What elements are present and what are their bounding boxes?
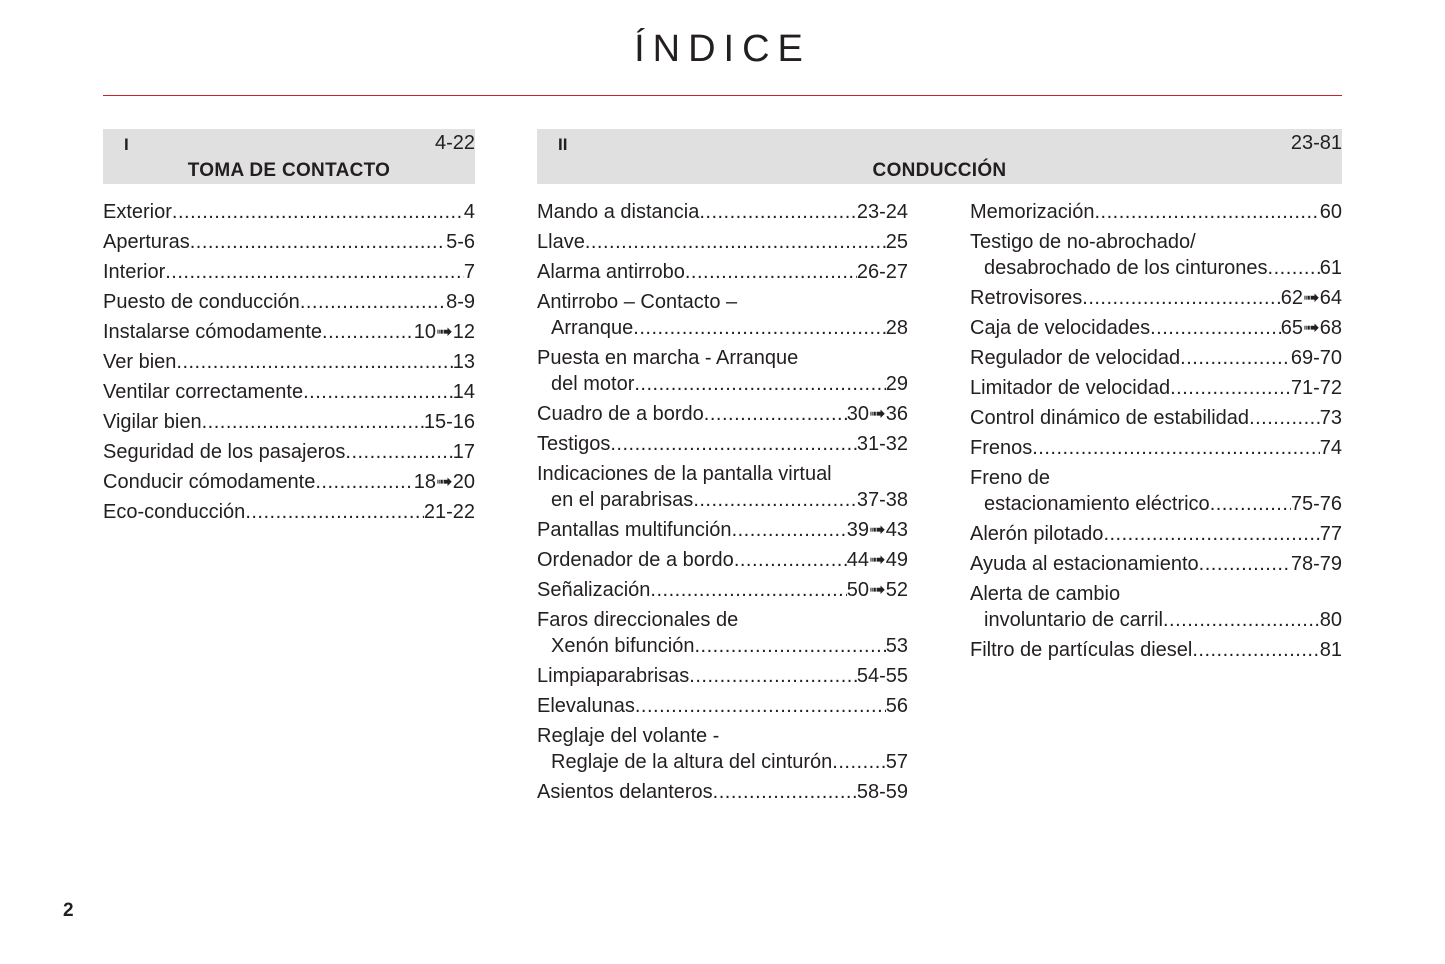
toc-entry-label: Ventilar correctamente	[103, 381, 304, 403]
dot-leader	[1210, 491, 1291, 517]
toc-entry-page: 65➟68	[1280, 317, 1342, 339]
toc-entry-page: 56	[885, 695, 908, 717]
dot-leader	[689, 663, 857, 689]
page-number: 2	[63, 900, 74, 921]
toc-entry-label: Elevalunas	[537, 695, 635, 717]
dot-leader	[165, 259, 464, 285]
toc-entry-label: Ordenador de a bordo	[537, 549, 734, 571]
toc-entry-page: 44➟49	[846, 549, 908, 571]
toc-entry[interactable]	[537, 547, 908, 573]
toc-entry[interactable]	[970, 315, 1342, 341]
toc-entry-page: 13	[452, 351, 475, 373]
toc-entry-label: Llave	[537, 231, 585, 253]
toc-entry-page: 61	[1319, 257, 1342, 279]
toc-entry-page: 21-22	[423, 501, 475, 523]
toc-entry-page: 17	[452, 441, 475, 463]
section-header-1	[103, 129, 475, 184]
toc-entry-page: 69-70	[1290, 347, 1342, 369]
dot-leader	[1150, 315, 1281, 341]
dot-leader	[734, 547, 847, 573]
dot-leader	[322, 319, 414, 345]
toc-entry-page: 39➟43	[846, 519, 908, 541]
toc-entry[interactable]	[970, 345, 1342, 371]
toc-entry-page: 10➟12	[413, 321, 475, 343]
toc-entry-label: Faros direccionales de	[537, 609, 739, 631]
toc-entry-label: Conducir cómodamente	[103, 471, 316, 493]
toc-entry[interactable]	[537, 607, 908, 659]
toc-entry-label: Testigo de no-abrochado/	[970, 231, 1196, 253]
toc-entry[interactable]	[970, 637, 1342, 663]
dot-leader	[694, 633, 885, 659]
toc-entry[interactable]	[537, 461, 908, 513]
toc-entry[interactable]	[537, 401, 908, 427]
dot-leader	[635, 693, 886, 719]
toc-entry[interactable]	[537, 431, 908, 457]
toc-entry-label: Pantallas multifunción	[537, 519, 732, 541]
toc-entry-label: desabrochado de los cinturones	[984, 257, 1268, 279]
toc-entry-label: Exterior	[103, 201, 172, 223]
dot-leader	[303, 379, 453, 405]
toc-entry[interactable]	[970, 229, 1342, 281]
toc-entry[interactable]	[537, 289, 908, 341]
toc-entry-label: Testigos	[537, 433, 611, 455]
toc-entry[interactable]	[537, 723, 908, 775]
toc-entry[interactable]	[537, 693, 908, 719]
toc-entry-page: 23-24	[856, 201, 908, 223]
dot-leader	[1163, 607, 1320, 633]
dot-leader	[633, 315, 885, 341]
toc-entry-page: 18➟20	[413, 471, 475, 493]
toc-entry-page: 78-79	[1290, 553, 1342, 575]
toc-entry-page: 75-76	[1290, 493, 1342, 515]
toc-entry[interactable]	[537, 517, 908, 543]
toc-entry-label: Cuadro de a bordo	[537, 403, 704, 425]
toc-entry[interactable]	[537, 779, 908, 805]
toc-entry-label: Ver bien	[103, 351, 177, 373]
toc-entry-label: Filtro de partículas diesel	[970, 639, 1193, 661]
toc-entry[interactable]	[537, 663, 908, 689]
toc-entry-label: Puesta en marcha - Arranque	[537, 347, 799, 369]
toc-entry-label: Caja de velocidades	[970, 317, 1151, 339]
dot-leader	[704, 401, 847, 427]
toc-column-2	[537, 199, 908, 805]
toc-entry-label: Alarma antirrobo	[537, 261, 685, 283]
dot-leader	[245, 499, 424, 525]
section-page-range: 23-81	[1290, 132, 1342, 154]
toc-entry[interactable]	[970, 581, 1342, 633]
toc-entry-label: del motor	[551, 373, 635, 395]
toc-entry-label: estacionamiento eléctrico	[984, 493, 1210, 515]
toc-entry[interactable]	[103, 229, 475, 255]
toc-entry-page: 50➟52	[846, 579, 908, 601]
toc-entry-label: Control dinámico de estabilidad	[970, 407, 1250, 429]
page-title: ÍNDICE	[634, 28, 811, 70]
toc-entry-label: Freno de	[970, 467, 1051, 489]
toc-entry[interactable]	[103, 379, 475, 405]
toc-entry-label: Reglaje de la altura del cinturón	[551, 751, 833, 773]
dot-leader	[190, 229, 446, 255]
toc-entry-page: 71-72	[1290, 377, 1342, 399]
dot-leader	[176, 349, 452, 375]
dot-leader	[1094, 199, 1319, 225]
dot-leader	[650, 577, 846, 603]
toc-entry[interactable]	[970, 405, 1342, 431]
toc-entry-label: Limitador de velocidad	[970, 377, 1171, 399]
toc-entry[interactable]	[103, 469, 475, 495]
toc-entry-label: Limpiaparabrisas	[537, 665, 690, 687]
toc-entry-label: Aperturas	[103, 231, 190, 253]
toc-entry[interactable]	[103, 439, 475, 465]
toc-column-3	[970, 199, 1342, 663]
dot-leader	[202, 409, 424, 435]
dot-leader	[172, 199, 464, 225]
toc-entry-page: 8-9	[446, 291, 475, 313]
toc-entry-label: involuntario de carril	[984, 609, 1163, 631]
toc-entry-page: 77	[1319, 523, 1342, 545]
toc-entry-page: 74	[1319, 437, 1342, 459]
dot-leader	[1032, 435, 1320, 461]
toc-entry-label: Antirrobo – Contacto –	[537, 291, 738, 313]
toc-column-1	[103, 199, 475, 525]
toc-entry-page: 53	[885, 635, 908, 657]
dot-leader	[732, 517, 847, 543]
dot-leader	[1082, 285, 1280, 311]
toc-entry-label: Regulador de velocidad	[970, 347, 1181, 369]
toc-entry[interactable]	[103, 259, 475, 285]
toc-entry-page: 80	[1319, 609, 1342, 631]
section-title: CONDUCCIÓN	[872, 160, 1007, 181]
toc-entry-label: Ayuda al estacionamiento	[970, 553, 1199, 575]
dot-leader	[634, 371, 885, 397]
dot-leader	[610, 431, 856, 457]
dot-leader	[832, 749, 885, 775]
toc-entry[interactable]	[537, 577, 908, 603]
dot-leader	[315, 469, 413, 495]
toc-entry-page: 54-55	[856, 665, 908, 687]
section-numeral: II	[558, 135, 568, 154]
toc-entry[interactable]	[970, 435, 1342, 461]
toc-entry-label: Alerta de cambio	[970, 583, 1121, 605]
toc-entry-label: Arranque	[551, 317, 634, 339]
toc-entry-page: 62➟64	[1280, 287, 1342, 309]
toc-entry[interactable]	[970, 551, 1342, 577]
dot-leader	[300, 289, 446, 315]
toc-entry[interactable]	[103, 319, 475, 345]
toc-entry-page: 73	[1319, 407, 1342, 429]
toc-entry-label: Interior	[103, 261, 166, 283]
toc-entry[interactable]	[103, 349, 475, 375]
toc-entry-label: Memorización	[970, 201, 1095, 223]
dot-leader	[713, 779, 857, 805]
toc-entry[interactable]	[537, 259, 908, 285]
toc-entry-label: en el parabrisas	[551, 489, 694, 511]
toc-entry[interactable]	[103, 409, 475, 435]
toc-entry-page: 26-27	[856, 261, 908, 283]
toc-entry-label: Reglaje del volante -	[537, 725, 720, 747]
toc-entry-label: Asientos delanteros	[537, 781, 713, 803]
toc-entry-page: 81	[1319, 639, 1342, 661]
dot-leader	[1199, 551, 1291, 577]
toc-entry-label: Seguridad de los pasajeros	[103, 441, 346, 463]
toc-entry-label: Instalarse cómodamente	[103, 321, 323, 343]
toc-entry[interactable]	[537, 345, 908, 397]
dot-leader	[693, 487, 857, 513]
dot-leader	[1249, 405, 1320, 431]
section-page-range: 4-22	[434, 132, 475, 154]
toc-entry-label: Alerón pilotado	[970, 523, 1104, 545]
title-divider	[103, 95, 1342, 96]
toc-entry-label: Vigilar bien	[103, 411, 202, 433]
toc-entry[interactable]	[970, 199, 1342, 225]
toc-entry[interactable]	[970, 375, 1342, 401]
toc-entry-page: 4	[463, 201, 475, 223]
toc-entry-page: 30➟36	[846, 403, 908, 425]
toc-entry[interactable]	[970, 465, 1342, 517]
toc-entry-label: Indicaciones de la pantalla virtual	[537, 463, 832, 485]
toc-entry-label: Xenón bifunción	[551, 635, 695, 657]
dot-leader	[345, 439, 452, 465]
toc-entry[interactable]	[537, 199, 908, 225]
toc-entry-label: Puesto de conducción	[103, 291, 300, 313]
toc-entry-label: Retrovisores	[970, 287, 1083, 309]
toc-entry-page: 15-16	[423, 411, 475, 433]
toc-entry-page: 14	[452, 381, 475, 403]
dot-leader	[1103, 521, 1319, 547]
toc-entry[interactable]	[537, 229, 908, 255]
dot-leader	[585, 229, 886, 255]
toc-entry-page: 25	[885, 231, 908, 253]
toc-entry-label: Mando a distancia	[537, 201, 700, 223]
toc-entry-page: 28	[885, 317, 908, 339]
toc-entry[interactable]	[970, 285, 1342, 311]
toc-entry-page: 58-59	[856, 781, 908, 803]
dot-leader	[1170, 375, 1291, 401]
toc-entry[interactable]	[103, 499, 475, 525]
toc-entry-label: Eco-conducción	[103, 501, 246, 523]
toc-entry-page: 57	[885, 751, 908, 773]
toc-entry-label: Frenos	[970, 437, 1033, 459]
toc-entry-label: Señalización	[537, 579, 651, 601]
section-title: TOMA DE CONTACTO	[187, 160, 391, 181]
toc-entry-page: 31-32	[856, 433, 908, 455]
toc-entry[interactable]	[103, 289, 475, 315]
dot-leader	[1192, 637, 1319, 663]
toc-entry-page: 7	[463, 261, 475, 283]
dot-leader	[1268, 255, 1320, 281]
section-numeral: I	[124, 135, 129, 154]
section-header-2	[537, 129, 1342, 184]
toc-entry[interactable]	[103, 199, 475, 225]
toc-entry-page: 5-6	[446, 231, 475, 253]
dot-leader	[685, 259, 857, 285]
toc-entry-page: 60	[1319, 201, 1342, 223]
toc-entry[interactable]	[970, 521, 1342, 547]
toc-entry-page: 29	[885, 373, 908, 395]
dot-leader	[699, 199, 857, 225]
dot-leader	[1180, 345, 1291, 371]
toc-entry-page: 37-38	[856, 489, 908, 511]
